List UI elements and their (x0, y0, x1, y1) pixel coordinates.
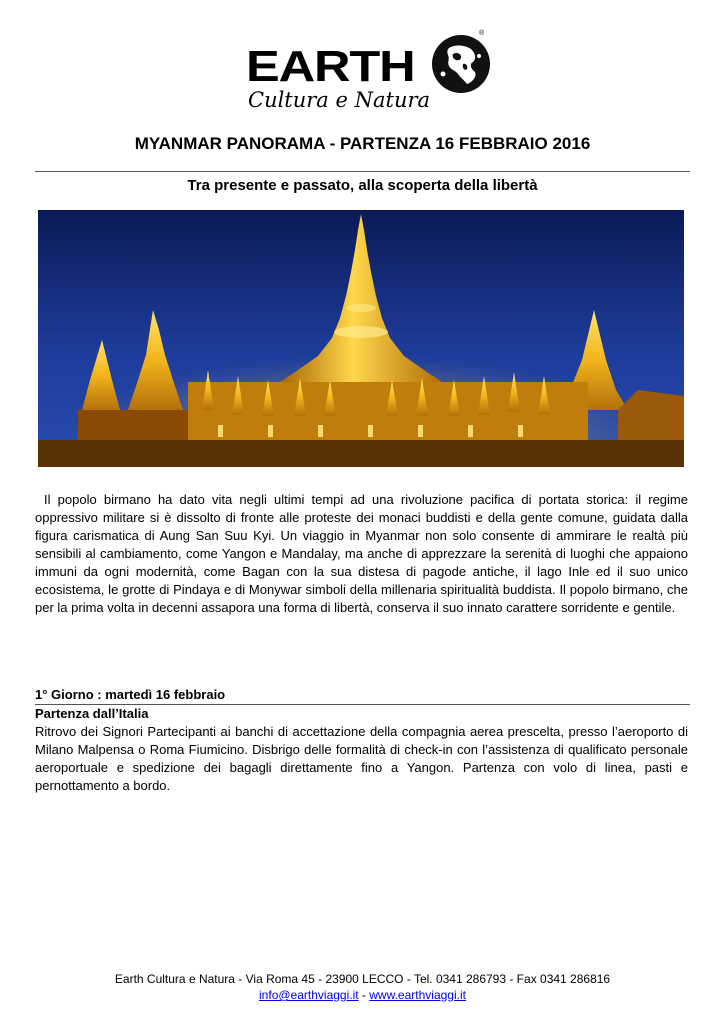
earth-logo (243, 28, 493, 118)
shwedagon-pagoda-image (38, 210, 684, 467)
day-1-description: Ritrovo dei Signori Partecipanti ai banchi di accettazione della compagnia aerea prescelta, presso l’aeroporto di Milano Malpensa o Roma Fiumicino. Disbrigo delle formalità di check-in con l’assistenza di qualificato personale aeroportuale e spedizione dei bagagli direttamente fino a Yangon. Partenza con volo di linea, pasti e pernottamento a bordo. (35, 724, 688, 793)
pagoda-photo (38, 210, 684, 467)
logo-tagline: Cultura e Natura (248, 88, 431, 112)
email-link[interactable]: info@earthviaggi.it (259, 988, 359, 1002)
day-1-heading: 1° Giorno : martedì 16 febbraio (35, 687, 226, 702)
page-footer (0, 971, 725, 1003)
page-title: MYANMAR PANORAMA - PARTENZA 16 FEBBRAIO 2016 (134, 134, 591, 153)
footer-address: Earth Cultura e Natura - Via Roma 45 - 23900 LECCO - Tel. 0341 286793 - Fax 0341 286816 (114, 972, 611, 986)
footer-separator: - (358, 988, 370, 1002)
page-subtitle: Tra presente e passato, alla scoperta della libertà (187, 177, 538, 194)
logo-wordmark: EARTH (246, 42, 415, 91)
website-link[interactable]: www.earthviaggi.it (369, 988, 466, 1002)
intro-paragraph: Il popolo birmano ha dato vita negli ultimi tempi ad una rivoluzione pacifica di portata storica: il regime oppressivo militare si è dissolto di fronte alle proteste dei monaci buddisti e della gente comune, guidata dalla figura carismatica di Aung San Suu Kyi. Un viaggio in Myanmar non solo consente di ammirare le realtà più sensibili al cambiamento, come Yangon e Mandalay, ma anche di apprezzare la serenità di luoghi che appaiono immuni da ogni modernità, come Bagan con la sua distesa di pagode antiche, il lago Inle ed il suo unico ecosistema, le grotte di Pindaya e di Monywar simboli della millenaria spiritualità buddista. Il popolo birmano, che per la prima volta in decenni assapora una forma di libertà, conserva il suo innato carattere sorridente e gentile. (35, 492, 688, 615)
footer-contacts (0, 987, 725, 1003)
globe-icon (431, 34, 491, 94)
day-1-divider (35, 704, 690, 705)
registered-mark: ® (479, 30, 485, 37)
day-1-subheading: Partenza dall’Italia (35, 706, 149, 721)
title-divider (35, 171, 690, 172)
